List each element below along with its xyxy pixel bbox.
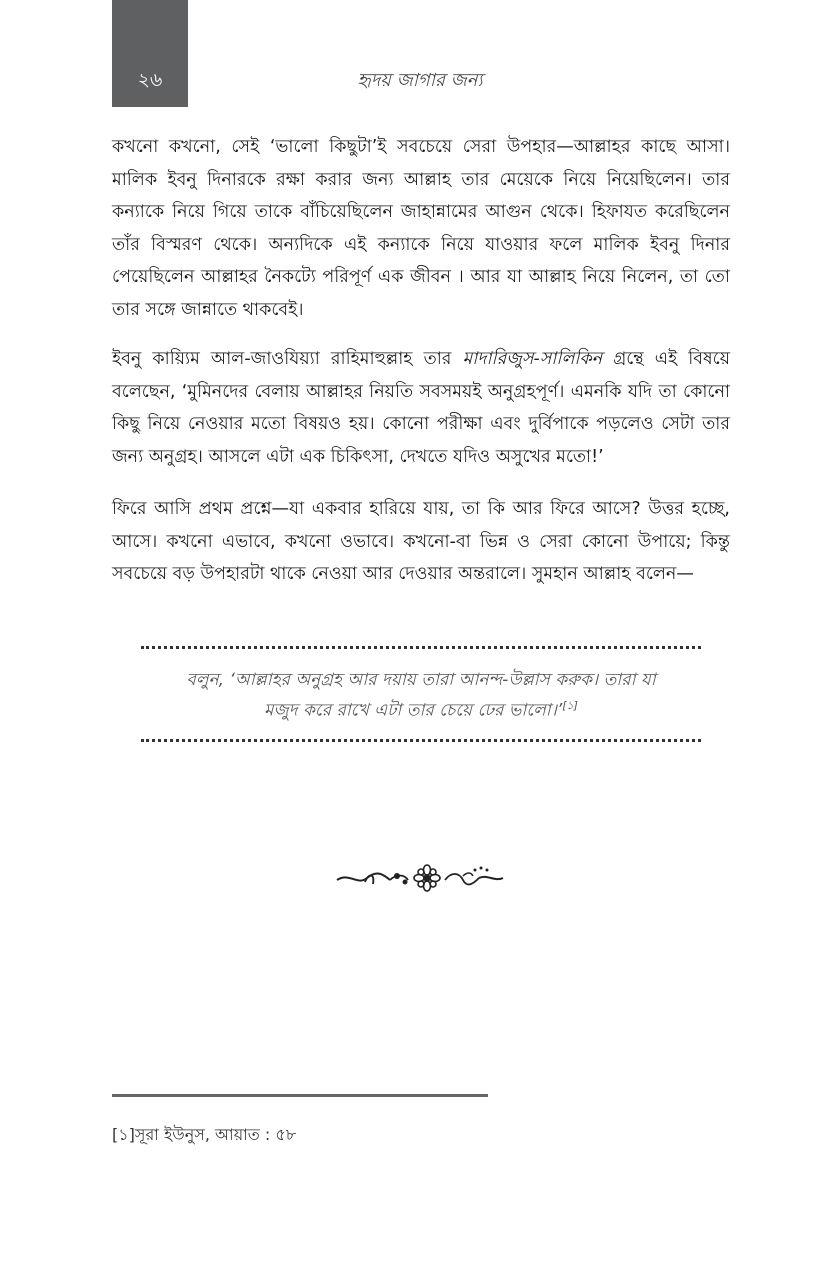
quran-quote xyxy=(141,667,701,724)
footnote-marker: [১] xyxy=(112,1125,135,1144)
body-paragraph-1: কখনো কখনো, সেই ‘ভালো কিছুটা’ই সবচেয়ে সেরা উপহার—আল্লাহর কাছে আসা। মালিক ইবনু দিনারকে রক্ষা করার জন্য আল্লাহ তার মেয়েকে নিয়ে নিয়েছিলেন। তার কন্যাকে নিয়ে গিয়ে তাকে বাঁচিয়েছিলেন জাহান্নামের আগুন থেকে। হিফাযত করেছিলেন তাঁর বিস্মরণ থেকে। অন্যদিকে এই কন্যাকে নিয়ে যাওয়ার ফলে মালিক ইবনু দিনার পেয়েছিলেন আল্লাহর নৈকট্যে পরিপূর্ণ এক জীবন । আর যা আল্লাহ নিয়ে নিলেন, তা তো তার সঙ্গে জান্নাতে থাকবেই। xyxy=(112,137,730,320)
body-paragraph-3: ফিরে আসি প্রথম প্রশ্নে—যা একবার হারিয়ে যায়, তা কি আর ফিরে আসে? উত্তর হচ্ছে, আসে। কখনো এভাবে, কখনো ওভাবে। কখনো-বা ভিন্ন ও সেরা কোনো উপায়ে; কিন্তু সবচেয়ে বড় উপহারটা থাকে নেওয়া আর দেওয়ার অন্তরালে। সুমহান আল্লাহ বলেন— xyxy=(112,499,730,585)
running-title: হৃদয় জাগার জন্য xyxy=(357,70,483,91)
quote-line-2: মজুদ করে রাখে এটা তার চেয়ে ঢের ভালো।’[১] xyxy=(264,699,578,721)
footnote-divider xyxy=(112,1094,488,1097)
quran-quote-box xyxy=(141,646,701,742)
footnote-text: সূরা ইউনুস, আয়াত : ৫৮ xyxy=(134,1125,297,1144)
footnote-reference: [১] xyxy=(562,699,578,712)
page-number: ২৬ xyxy=(137,69,163,91)
paragraph-2-text-start: ইবনু কায়্যিম আল-জাওযিয়্যা রাহিমাহুল্লাহ তার xyxy=(112,349,463,369)
paragraph-2-text-end: গ্রন্থে এই বিষয়ে বলেছেন, ‘মুমিনদের বেলায় আল্লাহর নিয়তি সবসময়ই অনুগ্রহপূর্ণ। এমনকি যদি তা কোনো কিছু নিয়ে নেওয়ার মতো বিষয়ও হয়। কোনো পরীক্ষা এবং দুর্বিপাকে পড়লেও সেটা তার জন্য অনুগ্রহ। আসলে এটা এক চিকিৎসা, দেখতে যদিও অসুখের মতো!’ xyxy=(112,349,730,467)
floral-divider-icon xyxy=(335,858,505,898)
quote-line-1: বলুন, ‘আল্লাহর অনুগ্রহ আর দয়ায় তারা আনন্দ-উল্লাস করুক। তারা যা xyxy=(186,670,656,690)
book-title: মাদারিজুস-সালিকিন xyxy=(462,349,603,369)
body-paragraph-2 xyxy=(112,343,730,473)
footnote xyxy=(112,1122,296,1149)
